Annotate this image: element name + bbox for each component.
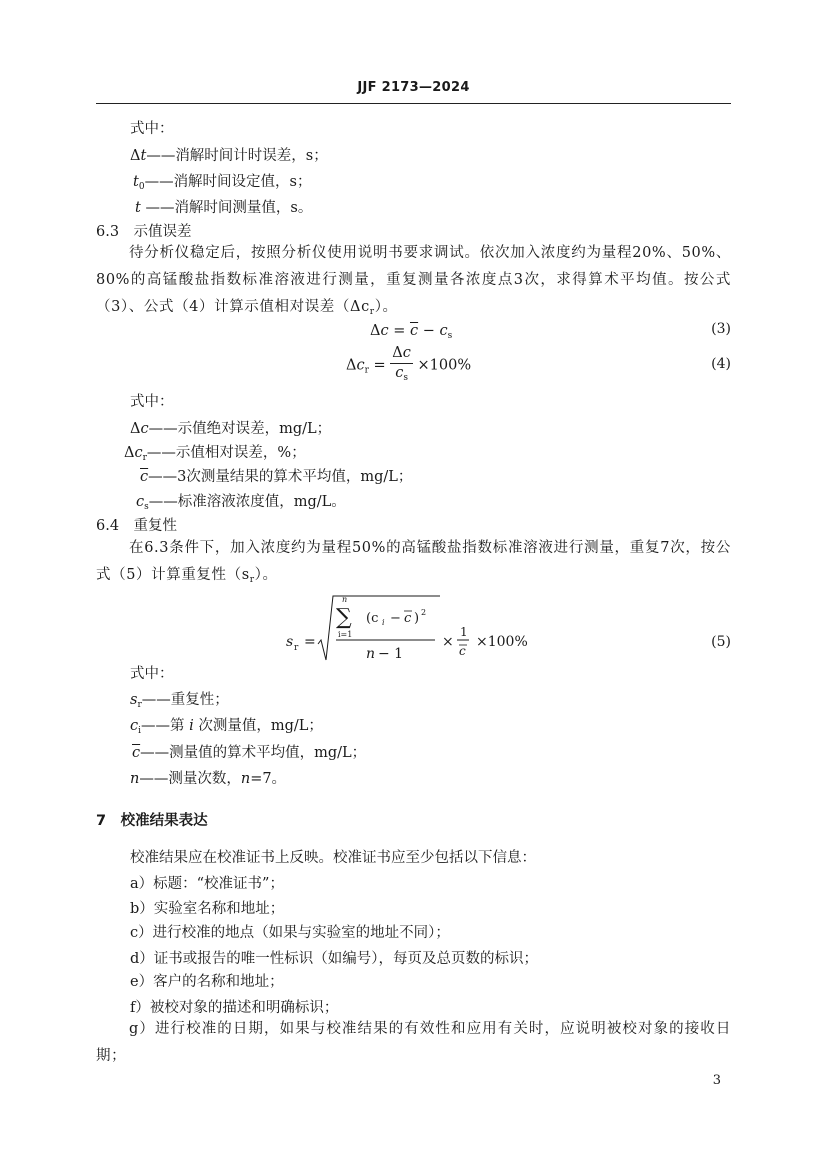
var-cs: $c_s——$标准溶液浓度值，mg/L。 — [136, 494, 346, 512]
var-c-bar: $\overline{c}——3$次测量结果的算术平均值，mg/L； — [140, 469, 413, 485]
equation-5 — [280, 590, 550, 668]
svg-text:∑: ∑ — [336, 605, 352, 630]
svg-text:s: s — [286, 634, 294, 650]
svg-text:): ) — [414, 611, 420, 626]
var-sr: $s_r——$重复性； — [130, 692, 229, 710]
list-item: c）进行校准的地点（如果与实验室的地址不同）； — [130, 925, 450, 941]
svg-text:×: × — [442, 634, 454, 650]
section-7-intro: 校准结果应在校准证书上反映。校准证书应至少包括以下信息： — [130, 850, 536, 866]
svg-text:c: c — [459, 644, 466, 658]
equation-3: $\Delta c = \overline{c} - c_s$ — [370, 323, 453, 341]
var-delta-c: Δc——示值绝对误差，mg/L； — [130, 421, 332, 437]
section-6-4-heading: 6.4 重复性 — [96, 518, 178, 534]
equation-5-number: (5) — [711, 634, 731, 650]
page-number: 3 — [712, 1073, 721, 1088]
list-item: b）实验室名称和地址； — [130, 901, 285, 917]
svg-text:−: − — [390, 611, 401, 626]
eq4-vars-intro: 式中： — [130, 394, 174, 410]
var-n: n——测量次数，n=7。 — [130, 771, 287, 787]
svg-text:c: c — [404, 611, 412, 626]
svg-text:i: i — [382, 618, 385, 627]
svg-text:− 1: − 1 — [378, 646, 404, 662]
eq5-vars-intro: 式中： — [130, 666, 174, 682]
var-delta-t: Δt——消解时间计时误差，s； — [130, 148, 328, 164]
svg-text:2: 2 — [421, 608, 427, 617]
section-6-3-paragraph: 待分析仪稳定后，按照分析仪使用说明书要求调试。依次加入浓度约为量程20%、50%、80%的高锰酸盐指数标准溶液进行测量，重复测量各浓度点3次，求得算术平均值。按公式（3）、公式（4）计算示值相对误差$(\Delta c_r)$。 — [96, 245, 731, 317]
header-rule — [96, 103, 731, 104]
equation-3-number: (3) — [711, 321, 731, 337]
var-delta-cr: $\Delta c_r——$示值相对误差，%； — [124, 445, 306, 463]
list-item: f）被校对象的描述和明确标识； — [130, 1000, 339, 1016]
svg-text:1: 1 — [460, 625, 468, 639]
svg-text:(c: (c — [366, 611, 379, 626]
section-6-4-paragraph: 在6.3条件下，加入浓度约为量程50%的高锰酸盐指数标准溶液进行测量，重复7次，按公式（5）计算重复性$(s_r)$。 — [96, 540, 731, 585]
svg-text:=: = — [304, 634, 316, 650]
list-item: a）标题：“校准证书”； — [130, 876, 284, 892]
section-7-heading: 7 校准结果表达 — [96, 813, 208, 829]
svg-text:n: n — [366, 646, 376, 662]
svg-text:×100%: ×100% — [476, 634, 528, 650]
list-item: d）证书或报告的唯一性标识（如编号），每页及总页数的标识； — [130, 951, 539, 967]
equation-4: $\Delta c_r$ = $\frac{\Delta c}{c_s}$ ×100% — [346, 345, 472, 383]
formula-vars-intro: 式中： — [130, 121, 174, 137]
section-6-3-heading: 6.3 示值误差 — [96, 224, 192, 240]
var-t0: $t_0——$消解时间设定值，s； — [133, 174, 312, 192]
equation-4-number: (4) — [711, 356, 731, 372]
list-item: e）客户的名称和地址； — [130, 974, 284, 990]
list-item: g）进行校准的日期，如果与校准结果的有效性和应用有关时，应说明被校对象的接收日期； — [96, 1021, 731, 1064]
running-header: JJF 2173—2024 — [357, 80, 470, 95]
svg-text:n: n — [342, 595, 348, 604]
svg-text:i=1: i=1 — [338, 630, 353, 639]
svg-text:r: r — [294, 643, 299, 653]
var-c-bar-2: $\overline{c}——$测量值的算术平均值，mg/L； — [132, 745, 367, 761]
var-ci: $c_i——$第 i 次测量值，mg/L； — [130, 718, 323, 736]
var-t: t ——消解时间测量值，s。 — [135, 200, 313, 216]
